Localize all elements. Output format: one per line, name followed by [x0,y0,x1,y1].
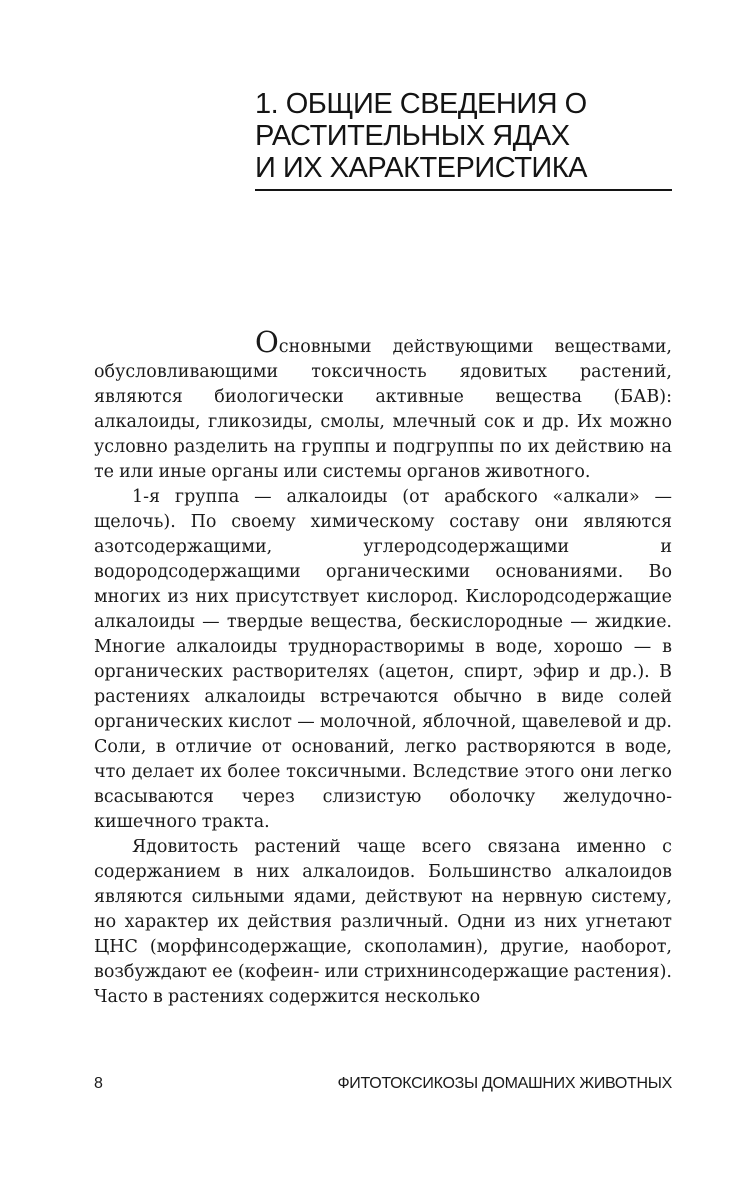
paragraph-1-text: сновными действующими веществами, обусловливающими токсичность ядовитых растений, являются биологически активные вещества (БАВ): алкалоиды, гликозиды, смолы, млечный сок и др. Их можно условно разделить на группы и подгруппы по их действию на те или иные органы или системы органов животного. [94,337,672,482]
paragraph-3: Ядовитость растений чаще всего связана именно с содержанием в них алкалоидов. Большинство алкалоидов являются сильными ядами, действуют на нервную систему, но характер их действия различный. Одни из них угнетают ЦНС (морфинсодержащие, скополамин), другие, наоборот, возбуждают ее (кофеин- или стрихнинсодержащие растения). Часто в растениях содержится несколько [94,837,672,1007]
page-number: 8 [94,1075,103,1092]
body-text [94,325,672,1010]
initial-letter: О [255,325,279,359]
paragraph-1 [94,325,672,485]
title-underline-rule [255,189,672,191]
chapter-title-line-1: 1. ОБЩИЕ СВЕДЕНИЯ О [255,88,587,120]
chapter-title-line-2: РАСТИТЕЛЬНЫХ ЯДАХ [255,120,570,152]
paragraph-2: 1-я группа — алкалоиды (от арабского «алкали» — щелочь). По своему химическому составу они являются азотсодержащими, углеродсодержащими и водородсодержащими органическими основаниями. Во многих из них присутствует кислород. Кислородсодержащие алкалоиды — твердые вещества, бескислородные — жидкие. Многие алкалоиды труднорастворимы в воде, хорошо — в органических растворителях (ацетон, спирт, эфир и др.). В растениях алкалоиды встречаются обычно в виде солей органических кислот — молочной, яблочной, щавелевой и др. Соли, в отличие от оснований, легко растворяются в воде, что делает их более токсичными. Вследствие этого они легко всасываются через слизистую оболочку желудочно-кишечного тракта. [94,487,672,832]
chapter-title [255,88,685,184]
running-head: ФИТОТОКСИКОЗЫ ДОМАШНИХ ЖИВОТНЫХ [337,1075,672,1092]
page-footer [94,1075,672,1097]
chapter-title-line-3: И ИХ ХАРАКТЕРИСТИКА [255,152,587,184]
